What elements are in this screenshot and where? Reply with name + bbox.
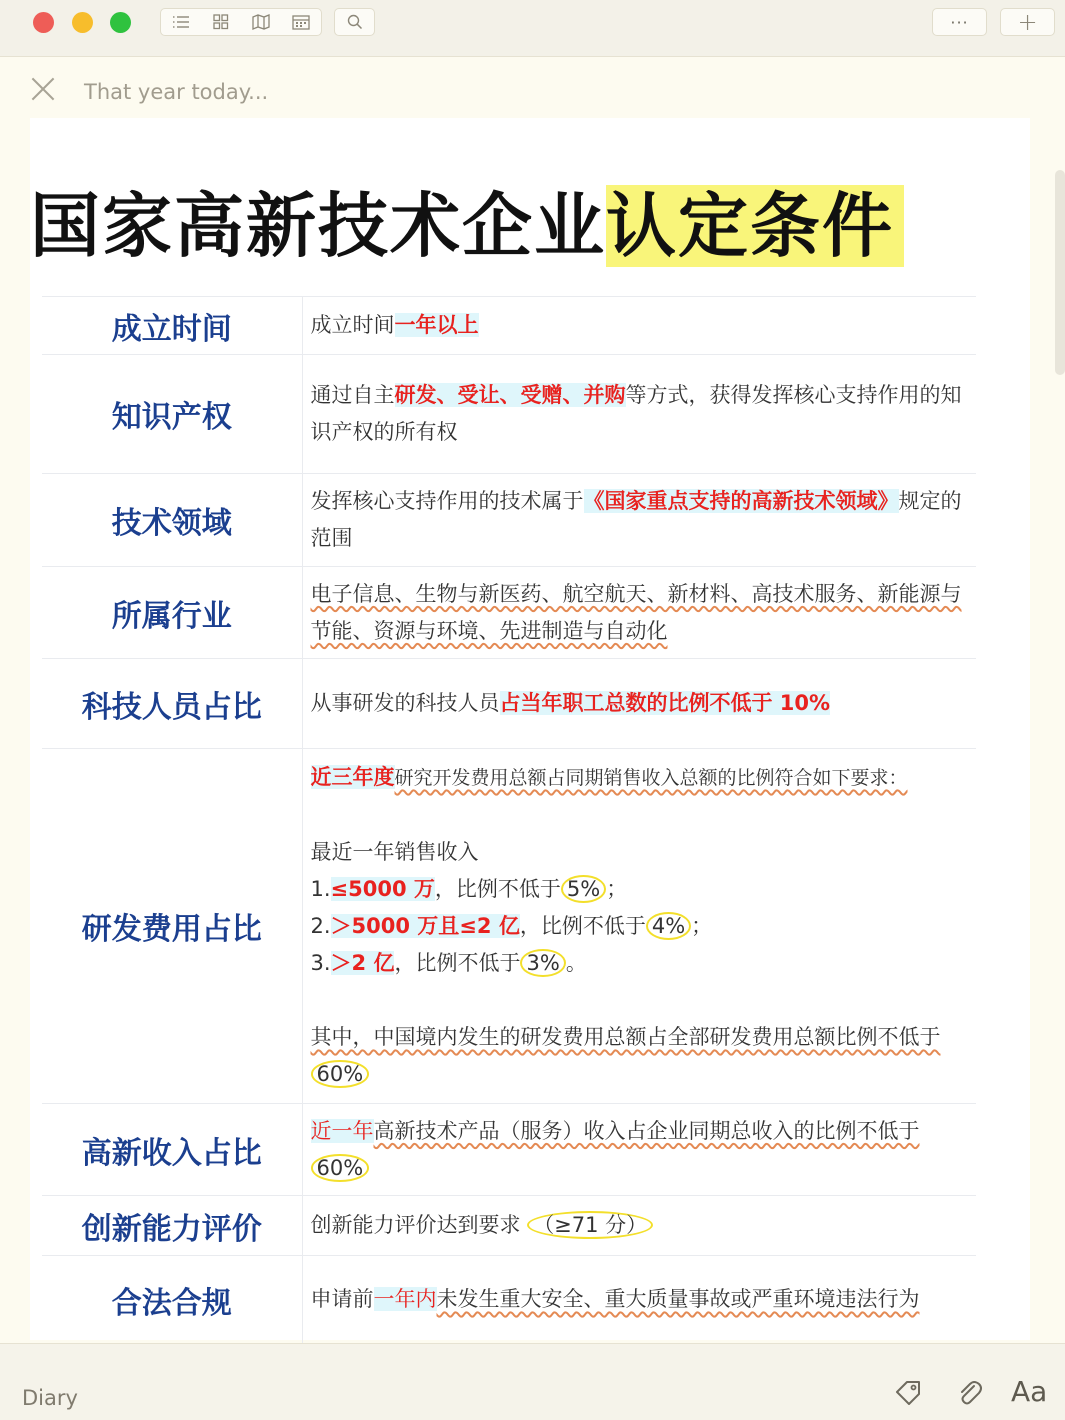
row-value: 通过自主研发、受让、受赠、并购等方式，获得发挥核心支持作用的知识产权的所有权 [302,355,976,474]
font-settings-button[interactable]: Aa [1011,1375,1048,1408]
tag-icon[interactable] [893,1378,923,1415]
row-value: 电子信息、生物与新医药、航空航天、新材料、高技术服务、新能源与节能、资源与环境、先进制造与自动化 [302,567,976,659]
map-icon[interactable] [241,9,281,35]
row-label: 技术领域 [42,474,302,567]
view-switcher [160,8,322,36]
table-row [42,297,976,355]
entry-title-placeholder[interactable]: That year today... [84,80,269,104]
table-row [42,1256,976,1344]
row-label: 所属行业 [42,567,302,659]
table-row [42,659,976,749]
close-window-button[interactable] [33,12,54,33]
row-value: 发挥核心支持作用的技术属于《国家重点支持的高新技术领域》规定的范围 [302,474,976,567]
title-text: 国家高新技术企业 [30,185,606,267]
table-row [42,355,976,474]
scrollbar[interactable] [1055,170,1065,375]
list-icon[interactable] [161,9,201,35]
row-label: 科技人员占比 [42,659,302,749]
row-value: 申请前一年内未发生重大安全、重大质量事故或严重环境违法行为 [302,1256,976,1344]
search-button[interactable] [334,8,375,36]
title-highlight: 认定条件 [606,185,904,267]
row-label: 知识产权 [42,355,302,474]
row-label: 创新能力评价 [42,1196,302,1256]
row-label: 合法合规 [42,1256,302,1344]
row-label: 高新收入占比 [42,1104,302,1196]
table-row [42,749,976,1104]
row-value: 从事研发的科技人员占当年职工总数的比例不低于 10% [302,659,976,749]
table-row [42,567,976,659]
table-row [42,1196,976,1256]
row-label: 研发费用占比 [42,749,302,1104]
zoom-window-button[interactable] [110,12,131,33]
add-entry-button[interactable]: + [1000,8,1055,36]
row-value: 近一年高新技术产品（服务）收入占企业同期总收入的比例不低于60% [302,1104,976,1196]
more-button[interactable]: ··· [932,8,987,36]
row-label: 成立时间 [42,297,302,355]
grid-icon[interactable] [201,9,241,35]
table-row [42,474,976,567]
document-title [30,170,904,271]
criteria-table [42,296,976,1344]
row-value: 近三年度研究开发费用总额占同期销售收入总额的比例符合如下要求： 最近一年销售收入 1.≤5000 万，比例不低于 5% ； 2.＞5000 万且≤2 亿，比例不低于 4% ； 3.＞2 亿，比例不低于 3% 。 其中，中国境内发生的研发费用总额占全部研发费用总额比例不低于60% [302,749,976,1104]
minimize-window-button[interactable] [72,12,93,33]
table-row [42,1104,976,1196]
row-value: 创新能力评价达到要求 （≥71 分） [302,1196,976,1256]
search-icon[interactable] [335,9,374,35]
close-entry-icon[interactable] [30,76,56,102]
paperclip-icon[interactable] [955,1378,983,1415]
calendar-icon[interactable] [281,9,321,35]
row-value: 成立时间一年以上 [302,297,976,355]
journal-name[interactable]: Diary [22,1386,78,1410]
